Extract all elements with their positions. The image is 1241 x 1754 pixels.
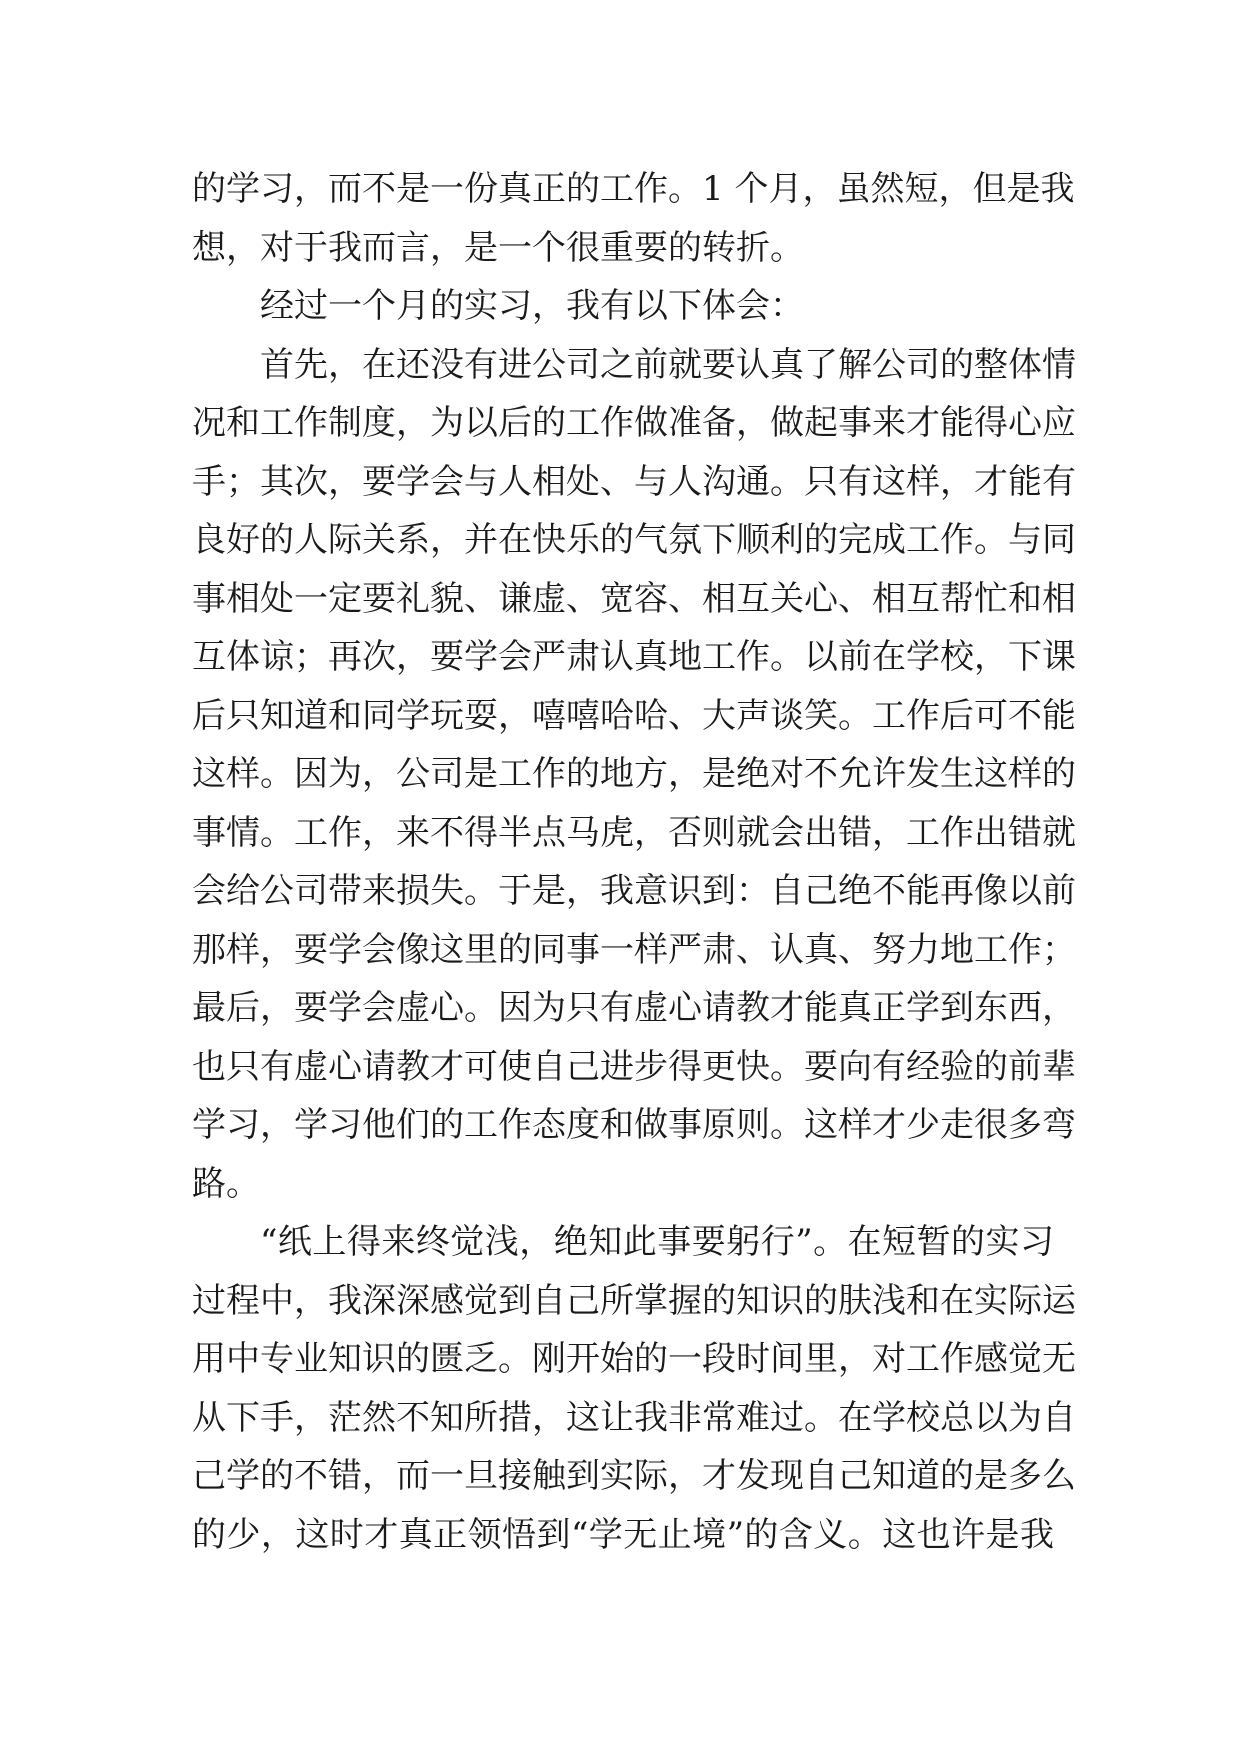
text-line: 想，对于我而言，是一个很重要的转折。 xyxy=(192,227,804,268)
text-line: 这样。因为，公司是工作的地方，是绝对不允许发生这样的 xyxy=(192,754,1076,794)
text-line: 最后，要学会虚心。因为只有虚心请教才能真正学到东西， xyxy=(192,988,1076,1028)
text-line: 从下手，茫然不知所措，这让我非常难过。在学校总以为自 xyxy=(192,1397,1076,1438)
text-line: 况和工作制度，为以后的工作做准备，做起事来才能得心应 xyxy=(192,403,1076,443)
text-line: 用中专业知识的匮乏。刚开始的一段时间里，对工作感觉无 xyxy=(192,1339,1076,1379)
text-line: 的学习，而不是一份真正的工作。1 个月，虽然短，但是我 xyxy=(192,169,1075,209)
text-line: 路。 xyxy=(192,1163,260,1204)
text-line: 那样，要学会像这里的同事一样严肃、认真、努力地工作； xyxy=(192,929,1076,970)
text-line: 己学的不错，而一旦接触到实际，才发现自己知道的是多么 xyxy=(192,1456,1076,1496)
text-line: 事情。工作，来不得半点马虎，否则就会出错，工作出错就 xyxy=(192,812,1076,853)
text-line: 过程中，我深深感觉到自己所掌握的知识的肤浅和在实际运 xyxy=(192,1280,1076,1321)
text-line: 学习，学习他们的工作态度和做事原则。这样才少走很多弯 xyxy=(192,1105,1076,1145)
text-line: 手；其次，要学会与人相处、与人沟通。只有这样，才能有 xyxy=(192,461,1076,502)
text-line: 事相处一定要礼貌、谦虚、宽容、相互关心、相互帮忙和相 xyxy=(192,578,1076,619)
text-line: 首先，在还没有进公司之前就要认真了解公司的整体情 xyxy=(260,344,1076,385)
text-line: 经过一个月的实习，我有以下体会： xyxy=(260,286,804,326)
text-line: 也只有虚心请教才可使自己进步得更快。要向有经验的前辈 xyxy=(192,1046,1076,1087)
text-line: 后只知道和同学玩耍，嘻嘻哈哈、大声谈笑。工作后可不能 xyxy=(192,695,1076,736)
text-line: 的少，这时才真正领悟到“学无止境”的含义。这也许是我 xyxy=(192,1514,1054,1555)
text-line: 互体谅；再次，要学会严肃认真地工作。以前在学校，下课 xyxy=(192,637,1076,677)
text-line: “纸上得来终觉浅，绝知此事要躬行”。在短暂的实习 xyxy=(260,1222,1054,1262)
text-line: 良好的人际关系，并在快乐的气氛下顺利的完成工作。与同 xyxy=(192,520,1076,560)
body-text xyxy=(192,160,1076,1564)
text-line: 会给公司带来损失。于是，我意识到：自己绝不能再像以前 xyxy=(192,871,1076,911)
